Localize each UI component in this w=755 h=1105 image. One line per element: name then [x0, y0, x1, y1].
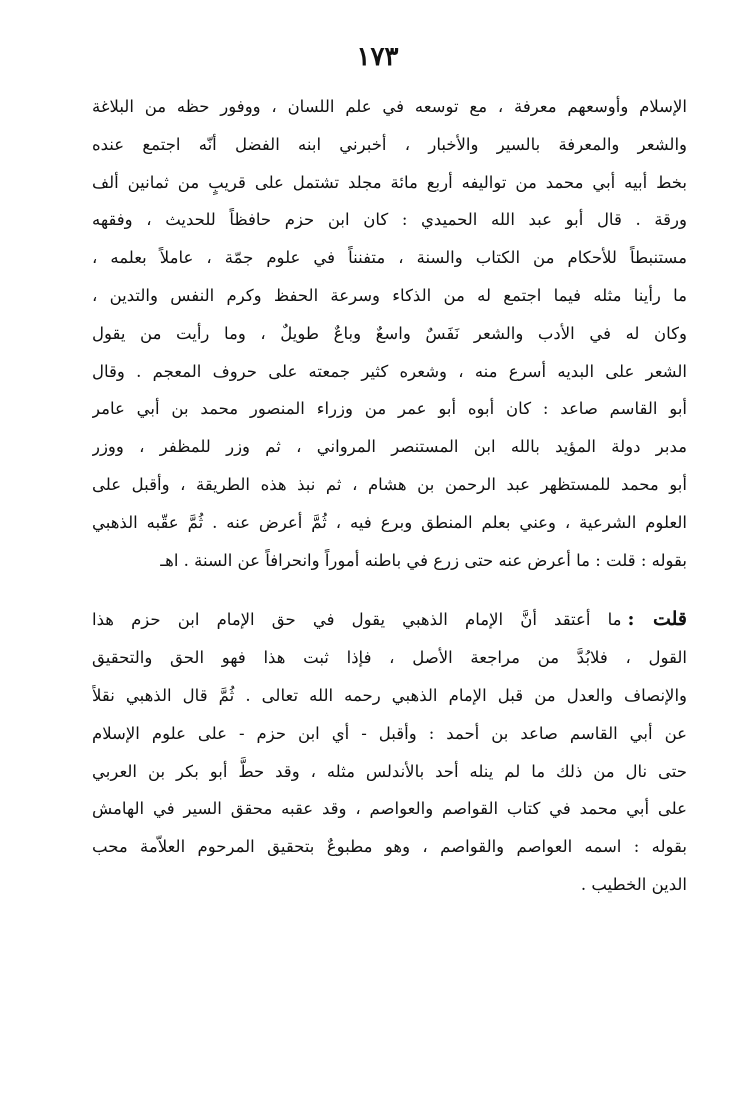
text-line: والشعر والمعرفة بالسير والأخبار ، أخبرني ابنه الفضل أنّه اجتمع عنده: [92, 134, 687, 154]
text-line: بخط أبيه أبي محمد من تواليفه أربع مائة مجلد تشتمل على قريبٍ من ثمانين ألف: [92, 172, 687, 192]
text-line: القول ، فلابُدَّ من مراجعة الأصل ، فإذا ثبت هذا فهو الحق والتحقيق: [92, 648, 687, 668]
text-line: وكان له في الأدب والشعر نَفَسٌ واسعٌ وباعٌ طويلٌ ، وما رأيت من يقول: [92, 323, 687, 343]
text-line: والإنصاف والعدل من قبل الإمام الذهبي رحمه الله تعالى . ثُمَّ قال الذهبي نقلاً: [92, 685, 687, 705]
text-line-content: ما أعتقد أنَّ الإمام الذهبي يقول في حق الإمام ابن حزم هذا: [92, 610, 622, 630]
text-line: عن أبي القاسم صاعد بن أحمد : وأقبل - أي ابن حزم - على علوم الإسلام: [92, 723, 687, 743]
text-line: أبو محمد للمستظهر عبد الرحمن بن هشام ، ثم نبذ هذه الطريقة ، وأقبل على: [92, 474, 687, 494]
text-line: الشعر على البديه أسرع منه ، وشعره كثير جمعته على حروف المعجم . وقال: [92, 361, 687, 381]
page-number: ١٧٣: [356, 42, 399, 72]
text-line: ورقة . قال أبو عبد الله الحميدي : كان ابن حزم حافظاً للحديث ، وفقهه: [92, 210, 687, 230]
body-text: [92, 88, 687, 904]
text-line: حتى نال من ذلك ما لم ينله أحد بالأندلس مثله ، وقد حطَّ أبو بكر بن العربي: [92, 761, 687, 781]
text-line: ما رأينا مثله فيما اجتمع له من الذكاء وسرعة الحفظ وكرم النفس والتدين ،: [92, 285, 687, 305]
text-line: [92, 601, 687, 639]
text-line: على أبي محمد في كتاب القواصم والعواصم ، وقد عقبه محقق السير في الهامش: [92, 799, 687, 819]
text-line: بقوله : اسمه العواصم والقواصم ، وهو مطبوعٌ بتحقيق المرحوم العلاّمة محب: [92, 837, 687, 857]
text-line: الدين الخطيب .: [580, 874, 687, 894]
text-line: بقوله : قلت : ما أعرض عنه حتى زرع في باطنه أموراً وانحرافاً عن السنة . اهـ: [160, 550, 687, 570]
text-line: الإسلام وأوسعهم معرفة ، مع توسعه في علم اللسان ، ووفور حظه من البلاغة: [92, 97, 687, 116]
text-line: العلوم الشرعية ، وعني بعلم المنطق وبرع فيه ، ثُمَّ أعرض عنه . ثُمَّ عقّبه الذهبي: [92, 512, 687, 532]
text-line: أبو القاسم صاعد : كان أبوه أبو عمر من وزراء المنصور محمد بن أبي عامر: [92, 399, 687, 419]
text-line: مدبر دولة المؤيد بالله ابن المستنصر المرواني ، ثم وزر للمظفر ، ووزر: [92, 437, 687, 457]
qult-heading: قلت :: [627, 608, 687, 631]
paragraph-2: [92, 601, 687, 903]
paragraph-1: [92, 88, 687, 579]
text-line: مستنبطاً للأحكام من الكتاب والسنة ، متفنناً في علوم جمّة ، عاملاً بعلمه ،: [92, 248, 687, 268]
